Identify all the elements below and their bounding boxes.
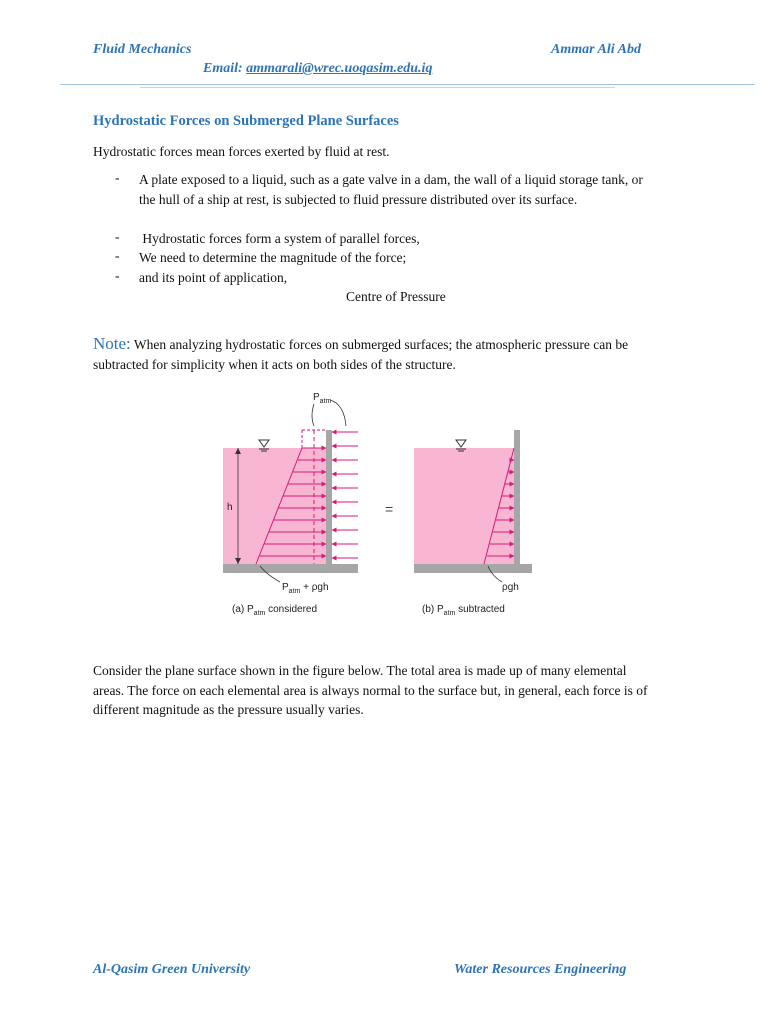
patm-leader-right <box>330 400 346 426</box>
footer-department: Water Resources Engineering <box>454 962 627 977</box>
right-bottom-label: ρgh <box>502 582 519 593</box>
body-paragraph: Consider the plane surface shown in the figure below. The total area is made up of many elemental areas. The force on each elemental area is always normal to the surface but, in general, each force is of different magnitude as the pressure usually varies. <box>93 663 648 717</box>
bullet-marker: - <box>115 268 120 283</box>
bullet-item: and its point of application, <box>139 270 288 285</box>
footer-university: Al-Qasim Green University <box>93 962 251 977</box>
patm-leader-left <box>312 404 314 426</box>
free-surface-symbol-b <box>456 440 466 451</box>
caption-b: (b) $P_{atm}$ subtracted <box>422 604 505 617</box>
header-author: Ammar Ali Abd <box>551 42 641 57</box>
header-course-title: Fluid Mechanics <box>93 42 192 57</box>
header-email-line <box>203 61 432 77</box>
bullet-marker: - <box>115 229 120 244</box>
intro-paragraph: Hydrostatic forces mean forces exerted by fluid at rest. <box>93 144 390 159</box>
note-paragraph <box>93 334 673 374</box>
left-bottom-label: $P_{atm} + \rho gh$ <box>282 582 329 595</box>
header-email-link[interactable]: ammarali@wrec.uoqasim.edu.iq <box>246 61 433 76</box>
free-surface-symbol-a <box>259 440 269 451</box>
bullet-marker: - <box>115 170 120 185</box>
hydrostatic-pressure-figure <box>218 388 538 620</box>
note-text: When analyzing hydrostatic forces on submerged surfaces; the atmospheric pressure can be subtracted for simplicity when it acts on both sides of the structure. <box>93 337 629 372</box>
wall-b <box>514 430 520 564</box>
section-title: Hydrostatic Forces on Submerged Plane Surfaces <box>93 113 399 129</box>
h-label: h <box>227 502 233 513</box>
water-region-a <box>223 448 326 564</box>
header-rule <box>60 84 755 85</box>
ground-a <box>223 564 358 573</box>
bullet-item: A plate exposed to a liquid, such as a gate valve in a dam, the wall of a liquid storage tank, or the hull of a ship at rest, is subjected to fluid pressure distributed over its surface. <box>139 172 643 207</box>
caption-a: (a) $P_{atm}$ considered <box>232 604 318 617</box>
equals-sign: = <box>385 501 394 517</box>
note-label: Note: <box>93 334 131 353</box>
bullet-marker: - <box>115 248 120 263</box>
bullet-item: We need to determine the magnitude of the force; <box>139 250 407 265</box>
patm-label: $P_{atm}$ <box>313 392 332 405</box>
ground-b <box>414 564 532 573</box>
header-email-label: Email: <box>203 61 247 76</box>
centre-of-pressure-label: Centre of Pressure <box>346 289 446 304</box>
atmospheric-pressure-arrows <box>332 432 358 558</box>
bullet-item: Hydrostatic forces form a system of parallel forces, <box>139 231 420 246</box>
wall-a <box>326 430 332 564</box>
header-rule-secondary <box>140 87 615 88</box>
